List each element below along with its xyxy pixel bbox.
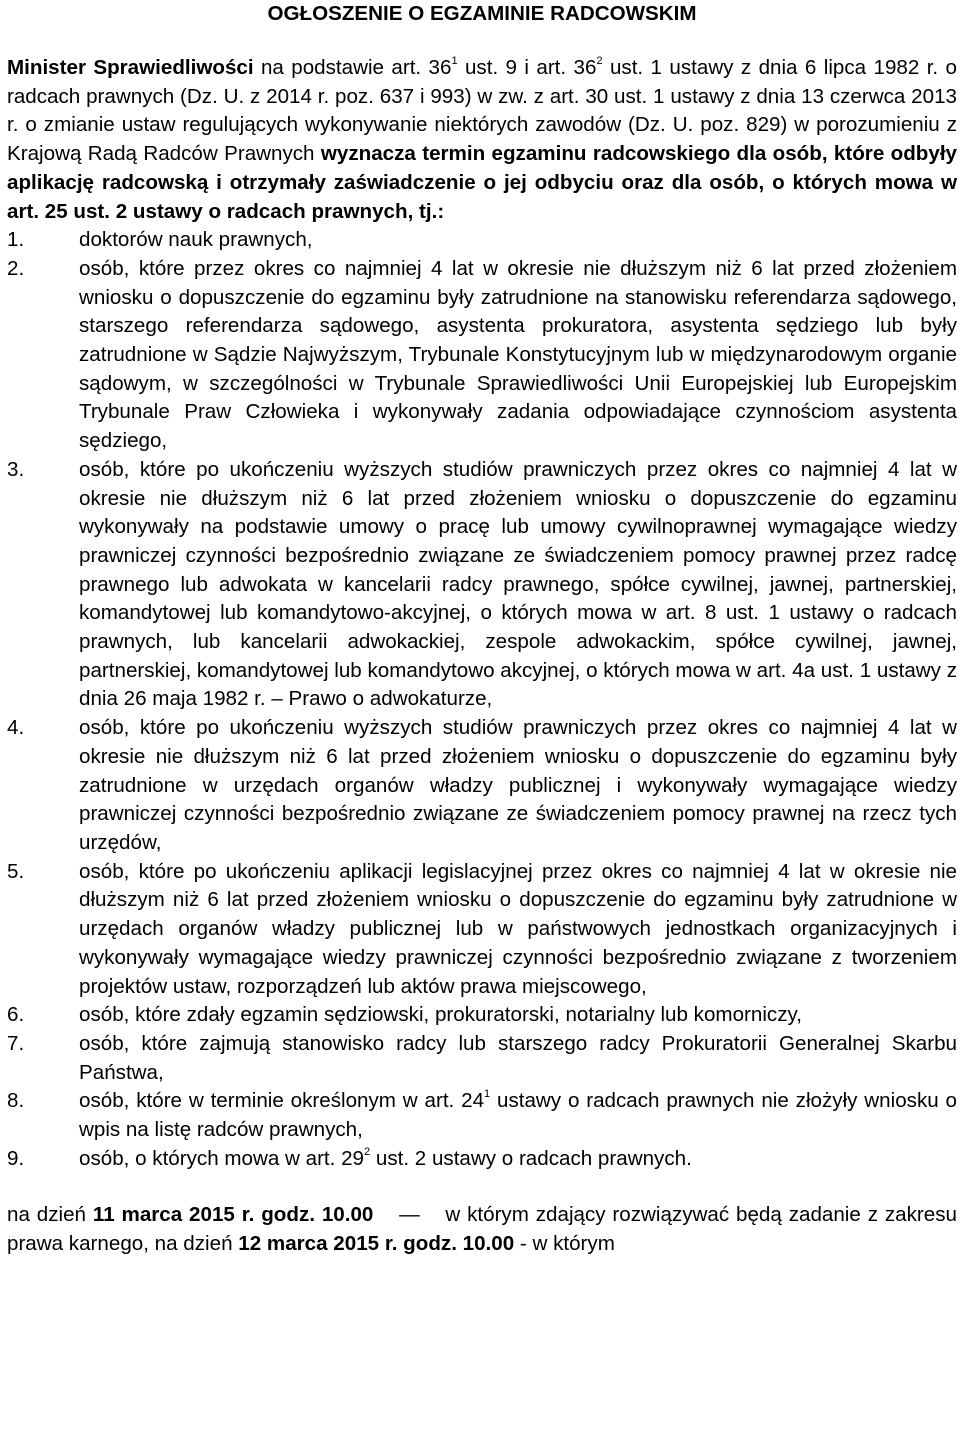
exam-date-2: 12 marca 2015 r. godz. 10.00: [238, 1232, 515, 1256]
intro-bold-statement: wyznacza termin egzaminu radcowskiego dla osób, które odbyły aplikację radcowską i otrzymały zaświadczenie o jej odbyciu oraz dla osób, o których mowa w art. 25 ust. 2 ustawy o radcach prawnych, tj.:: [7, 142, 957, 223]
list-item: 8. osób, które w terminie określonym w art. $24^1$ ustawy o radcach prawnych nie złożyły wniosku o wpis na listę radców prawnych,: [7, 1088, 957, 1142]
list-item: 7. osób, które zajmują stanowisko radcy lub starszego radcy Prokuratorii Generalnej Skarbu Państwa,: [7, 1031, 957, 1084]
document-page: [7, 0, 957, 1279]
minister-name: Minister Sprawiedliwości: [7, 56, 254, 79]
list-item: 3. osób, które po ukończeniu wyższych studiów prawniczych przez okres co najmniej 4 lat w okresie nie dłuższym niż 6 lat przed złożeniem wniosku o dopuszczenie do egzaminu wykonywały na podstawie umowy o pracę lub umowy cywilnoprawnej wymagające wiedzy prawniczej czynności bezpośrednio związane ze świadczeniem pomocy prawnej przez radcę prawnego lub adwokata w kancelarii radcy prawnego, spółce cywilnej, jawnej, partnerskiej, komandytowej lub komandytowo-akcyjnej, o których mowa w art. 8 ust. 1 ustawy o radcach prawnych, lub kancelarii adwokackiej, zespole adwokackim, spółce cywilnej, jawnej, partnerskiej, komandytowej lub komandytowo akcyjnej, o których mowa w art. 4a ust. 1 ustawy z dnia 26 maja 1982 r. – Prawo o adwokaturze,: [7, 457, 957, 711]
closing-paragraph: na dzień 11 marca 2015 r. godz. 10.00 — w którym zdający rozwiązywać będą zadanie z zakresu prawa karnego, na dzień 12 marca 2015 r. godz. 10.00 - w którym: [7, 1203, 957, 1256]
list-item: 4. osób, które po ukończeniu wyższych studiów prawniczych przez okres co najmniej 4 lat w okresie nie dłuższym niż 6 lat przed złożeniem wniosku o dopuszczenie do egzaminu były zatrudnione w urzędach organów władzy publicznej i wykonywały wymagające wiedzy prawniczej czynności bezpośrednio związane ze świadczeniem pomocy prawnej na rzecz tych urzędów,: [7, 716, 957, 854]
intro-paragraph: Minister Sprawiedliwości na podstawie art. $36^1$ ust. 9 i art. $36^2$ ust. 1 ustawy z dnia 6 lipca 1982 r. o radcach prawnych (Dz. U. z 2014 r. poz. 637 i 993) w zw. z art. 30 ust. 1 ustawy z dnia 13 czerwca 2013 r. o zmianie ustaw regulujących wykonywanie niektórych zawodów (Dz. U. poz. 829) w porozumieniu z Krajową Radą Radców Prawnych wyznacza termin egzaminu radcowskiego dla osób, które odbyły aplikację radcowską i otrzymały zaświadczenie o jej odbyciu oraz dla osób, o których mowa w art. 25 ust. 2 ustawy o radcach prawnych, tj.:: [7, 55, 957, 223]
exam-date-1: 11 marca 2015 r. godz. 10.00: [92, 1203, 374, 1227]
list-item: 2. osób, które przez okres co najmniej 4 lat w okresie nie dłuższym niż 6 lat przed złożeniem wniosku o dopuszczenie do egzaminu były zatrudnione na stanowisku referendarza sądowego, starszego referendarza sądowego, asystenta prokuratora, asystenta sędziego lub były zatrudnione w Sądzie Najwyższym, Trybunale Konstytucyjnym lub w międzynarodowym organie sądowym, w szczególności w Trybunale Sprawiedliwości Unii Europejskiej lub Europejskim Trybunale Praw Człowieka i wykonywały zadania odpowiadające czynnościom asystenta sędziego,: [7, 256, 957, 453]
eligibility-list: [7, 226, 957, 1173]
list-item: 1. doktorów nauk prawnych,: [7, 228, 313, 252]
list-item: 5. osób, które po ukończeniu aplikacji legislacyjnej przez okres co najmniej 4 lat w okresie nie dłuższym niż 6 lat przed złożeniem wniosku o dopuszczenie do egzaminu były zatrudnione w urzędach organów władzy publicznej lub w państwowych jednostkach organizacyjnych i wykonywały wymagające wiedzy prawniczej czynności bezpośrednio związane z tworzeniem projektów ustaw, rozporządzeń lub aktów prawa miejscowego,: [7, 859, 957, 998]
em-dash: —: [399, 1203, 420, 1227]
list-item: 6. osób, które zdały egzamin sędziowski, prokuratorski, notarialny lub komorniczy,: [7, 1003, 802, 1027]
list-item: 9. osób, o których mowa w art. $29^2$ ust. 2 ustawy o radcach prawnych.: [7, 1145, 692, 1170]
document-title: OGŁOSZENIE O EGZAMINIE RADCOWSKIM: [267, 2, 697, 25]
